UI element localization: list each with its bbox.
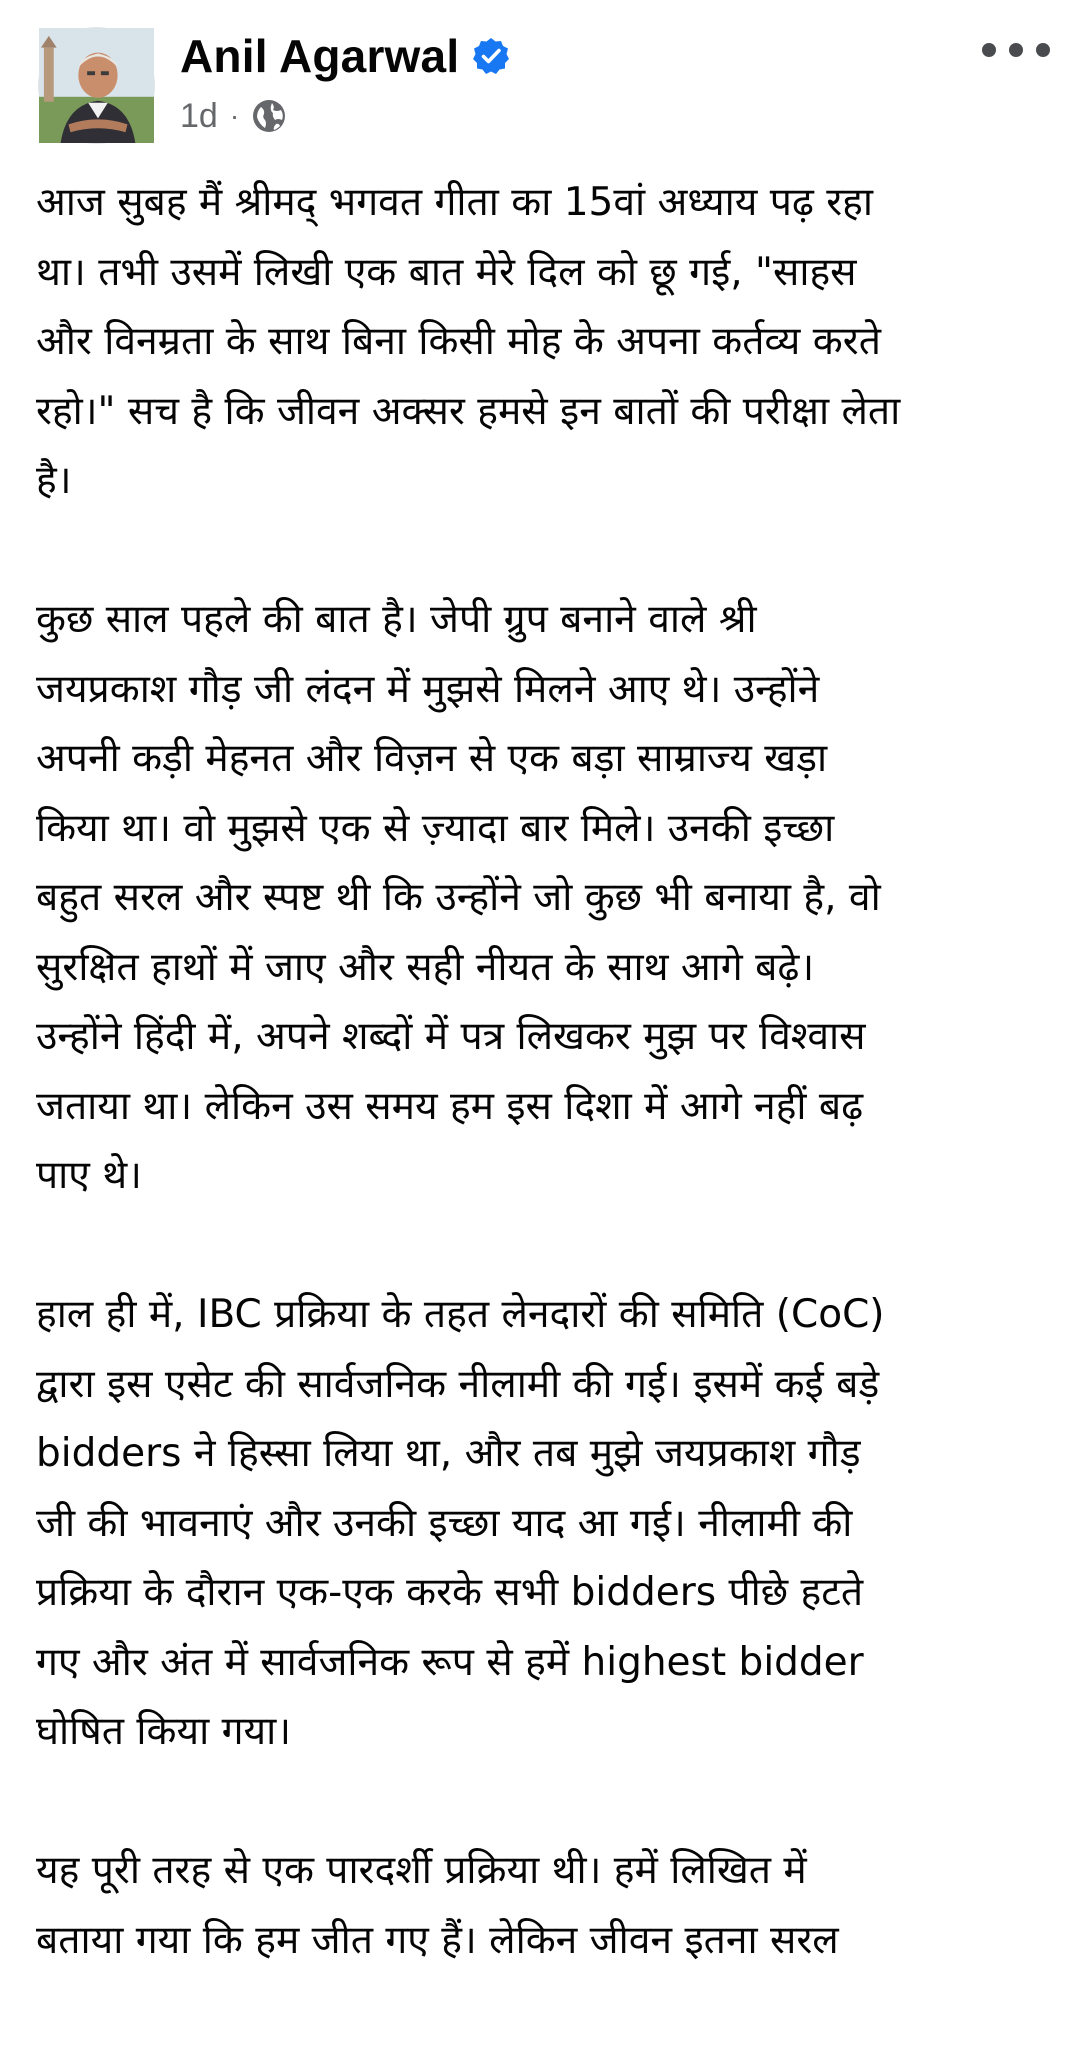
post-timestamp[interactable]: 1d [180,96,218,135]
more-horizontal-icon [982,43,996,57]
author-avatar[interactable] [38,27,155,144]
globe-icon[interactable] [251,98,287,134]
post-paragraph: हाल ही में, IBC प्रक्रिया के तहत लेनदारों की समिति (CoC) द्वारा इस एसेट की सार्वजनिक नीलामी की गई। इसमें कई बड़े bidders ने हिस्सा लिया था, और तब मुझे जयप्रकाश गौड़ जी की भावनाएं और उनकी इच्छा याद आ गई। नीलामी की प्रक्रिया के दौरान एक-एक करके सभी bidders पीछे हटते गए और अंत में सार्वजनिक रूप से हमें highest bidder घोषित किया गया। [36,1292,885,1754]
more-horizontal-icon [1036,43,1050,57]
more-options-button[interactable] [982,28,1050,72]
verified-badge-icon [471,36,511,76]
meta-separator: · [229,100,240,131]
post-meta [180,92,287,140]
post-paragraph: कुछ साल पहले की बात है। जेपी ग्रुप बनाने वाले श्री जयप्रकाश गौड़ जी लंदन में मुझसे मिलने आए थे। उन्होंने अपनी कड़ी मेहनत और विज़न से एक बड़ा साम्राज्य खड़ा किया था। वो मुझसे एक से ज़्यादा बार मिले। उनकी इच्छा बहुत सरल और स्पष्ट थी कि उन्होंने जो कुछ भी बनाया है, वो सुरक्षित हाथों में जाए और सही नीयत के साथ आगे बढ़े। उन्होंने हिंदी में, अपने शब्दों में पत्र लिखकर मुझ पर विश्वास जताया था। लेकिन उस समय हम इस दिशा में आगे नहीं बढ़ पाए थे। [36,597,881,1198]
post-paragraph: यह पूरी तरह से एक पारदर्शी प्रक्रिया थी। हमें लिखित में बताया गया कि हम जीत गए हैं। लेकिन जीवन इतना सरल [36,1848,839,1963]
author-name[interactable]: Anil Agarwal [180,30,460,82]
post-paragraph: आज सुबह मैं श्रीमद् भगवत गीता का 15वां अध्याय पढ़ रहा था। तभी उसमें लिखी एक बात मेरे दिल को छू गई, "साहस और विनम्रता के साथ बिना किसी मोह के अपना कर्तव्य करते रहो।" सच है कि जीवन अक्सर हमसे इन बातों की परीक्षा लेता है। [36,180,901,503]
author-name-row [180,26,511,86]
avatar-photo [39,28,154,143]
post-header [0,0,1080,160]
more-horizontal-icon [1009,43,1023,57]
post-text [36,168,1046,2045]
